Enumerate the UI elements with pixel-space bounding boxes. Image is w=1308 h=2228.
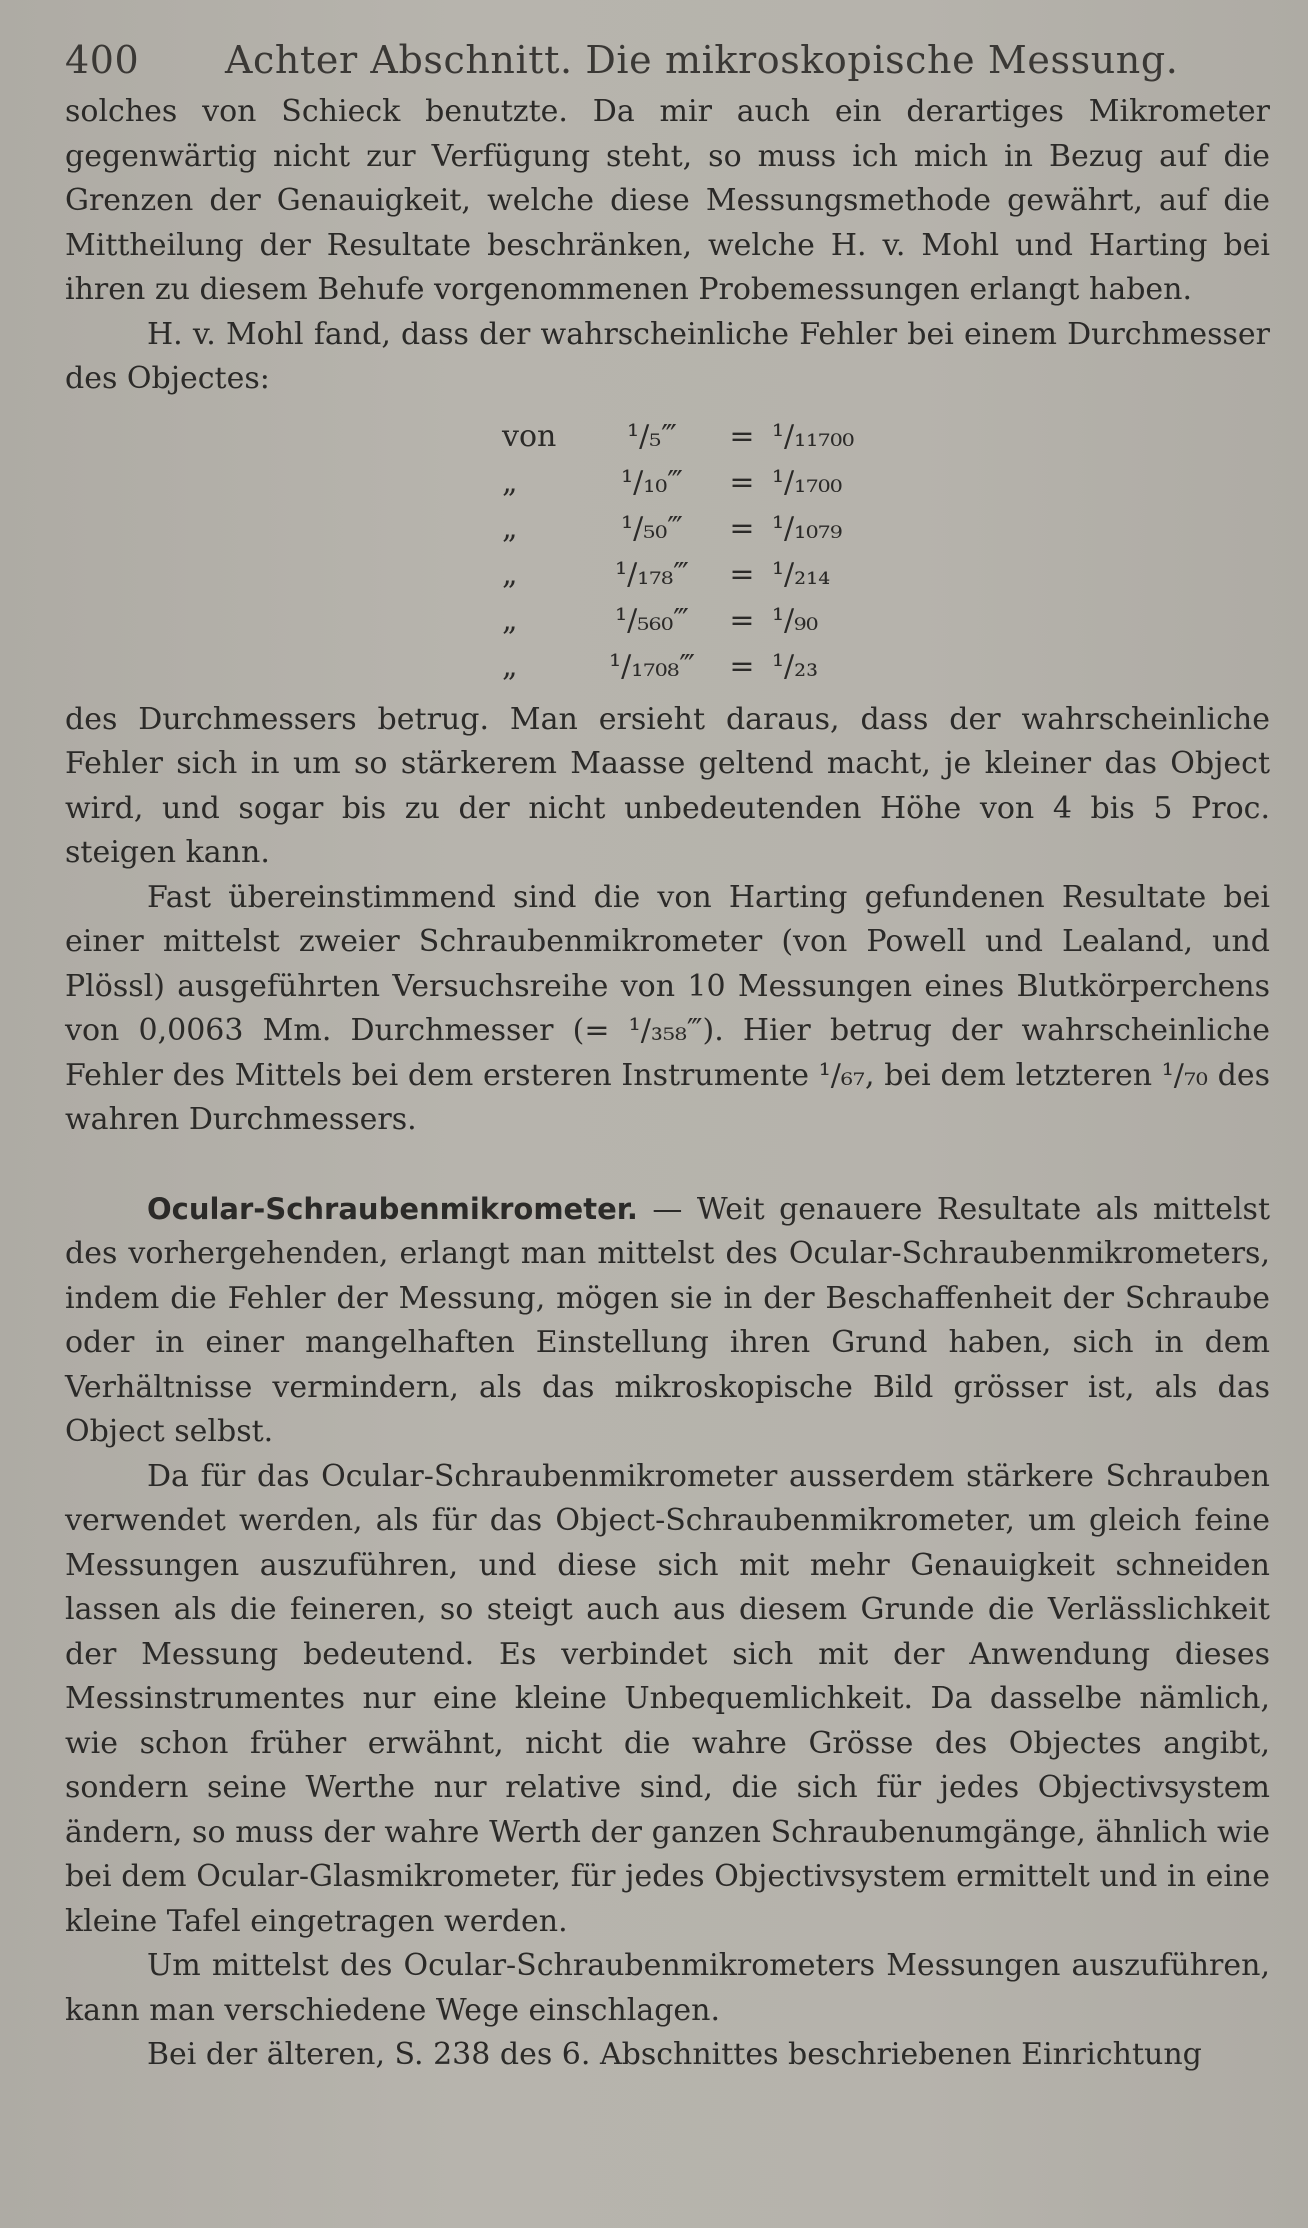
probable-error: ¹/₉₀: [772, 602, 819, 638]
row-prefix: „: [502, 602, 518, 638]
fraction-row: [502, 598, 1270, 644]
equals-sign: =: [729, 464, 755, 500]
equals-sign: =: [729, 556, 755, 592]
paragraph-5-text: — Weit genauere Resultate als mittelst des vorhergehenden, erlangt man mittelst des Ocular-Schraubenmikrometers, indem die Fehler der Messung, mögen sie in der Beschaffenheit der Schraube oder in einer mangelhaften Einstellung ihren Grund haben, sich in dem Verhältnisse vermindern, als das mikroskopische Bild grösser ist, als das Object selbst.: [65, 1191, 1270, 1449]
fraction-row: [502, 460, 1270, 506]
probable-error: ¹/₁₀₇₉: [772, 510, 843, 546]
equals-sign: =: [729, 418, 755, 454]
object-diameter: ¹/₁₀‴: [621, 464, 683, 500]
row-prefix: „: [502, 510, 518, 546]
paragraph-8: Bei der älteren, S. 238 des 6. Abschnittes beschriebenen Einrichtung: [147, 2037, 1202, 2072]
object-diameter: ¹/₁₇₀₈‴: [609, 648, 695, 684]
probable-error: ¹/₂₁₄: [772, 556, 831, 592]
row-prefix: „: [502, 648, 518, 684]
probable-error: ¹/₂₃: [772, 648, 819, 684]
paragraph-3: des Durchmessers betrug. Man ersieht daraus, dass der wahrscheinliche Fehler sich in um so stärkerem Maasse geltend macht, je kleiner das Object wird, und sogar bis zu der nicht unbedeutenden Höhe von 4 bis 5 Proc. steigen kann.: [65, 701, 1270, 870]
running-head: [65, 38, 1270, 90]
fraction-table: [502, 414, 1270, 690]
paragraph-6: Da für das Ocular-Schraubenmikrometer ausserdem stärkere Schrauben verwendet werden, als für das Object-Schraubenmikrometer, um gleich feine Messungen auszuführen, und diese sich mit mehr Genauigkeit schneiden lassen als die feineren, so steigt auch aus diesem Grunde die Verlässlichkeit der Messung bedeutend. Es verbindet sich mit der Anwendung dieses Messinstrumentes nur eine kleine Unbequemlichkeit. Da dasselbe nämlich, wie schon früher erwähnt, nicht die wahre Grösse des Objectes angibt, sondern seine Werthe nur relative sind, die sich für jedes Objectivsystem ändern, so muss der wahre Werth der ganzen Schraubenumgänge, ähnlich wie bei dem Ocular-Glasmikrometer, für jedes Objectivsystem ermittelt und in eine kleine Tafel eingetragen werden.: [65, 1458, 1270, 1939]
section-spacer: [65, 1143, 1270, 1187]
probable-error: ¹/₁₁₇₀₀: [772, 418, 855, 454]
running-title: Achter Abschnitt. Die mikroskopische Messung.: [225, 38, 1179, 82]
probable-error: ¹/₁₇₀₀: [772, 464, 843, 500]
fraction-row: [502, 644, 1270, 690]
row-prefix: „: [502, 556, 518, 592]
object-diameter: ¹/₅₀‴: [621, 510, 683, 546]
equals-sign: =: [729, 648, 755, 684]
page-number: 400: [65, 38, 140, 82]
section-heading: Ocular-Schraubenmikrometer.: [147, 1191, 638, 1226]
object-diameter: ¹/₅₆₀‴: [615, 602, 689, 638]
paragraph-2: H. v. Mohl fand, dass der wahrscheinliche Fehler bei einem Durchmesser des Objectes:: [65, 316, 1270, 396]
paragraph-7: Um mittelst des Ocular-Schraubenmikrometers Messungen auszuführen, kann man verschiedene Wege einschlagen.: [65, 1948, 1270, 2028]
fraction-row: [502, 414, 1270, 460]
row-prefix: „: [502, 464, 518, 500]
paragraph-5: [65, 1187, 1270, 1455]
equals-sign: =: [729, 510, 755, 546]
object-diameter: ¹/₁₇₈‴: [615, 556, 689, 592]
fraction-row: [502, 506, 1270, 552]
equals-sign: =: [729, 602, 755, 638]
fraction-row: [502, 552, 1270, 598]
paragraph-4: Fast übereinstimmend sind die von Harting gefundenen Resultate bei einer mittelst zweier Schraubenmikrometer (von Powell und Lealand, und Plössl) ausgeführten Versuchsreihe von 10 Messungen eines Blutkörperchens von 0,0063 Mm. Durchmesser (= ¹/₃₅₈‴). Hier betrug der wahrscheinliche Fehler des Mittels bei dem ersteren Instrumente ¹/₆₇, bei dem letzteren ¹/₇₀ des wahren Durchmessers.: [65, 879, 1270, 1137]
row-prefix: von: [502, 418, 557, 454]
paragraph-1: solches von Schieck benutzte. Da mir auch ein derartiges Mikrometer gegenwärtig nicht zur Verfügung steht, so muss ich mich in Bezug auf die Grenzen der Genauigkeit, welche diese Messungsmethode gewährt, auf die Mittheilung der Resultate beschränken, welche H. v. Mohl und Harting bei ihren zu diesem Behufe vorgenommenen Probemessungen erlangt haben.: [65, 94, 1270, 307]
object-diameter: ¹/₅‴: [627, 418, 677, 454]
